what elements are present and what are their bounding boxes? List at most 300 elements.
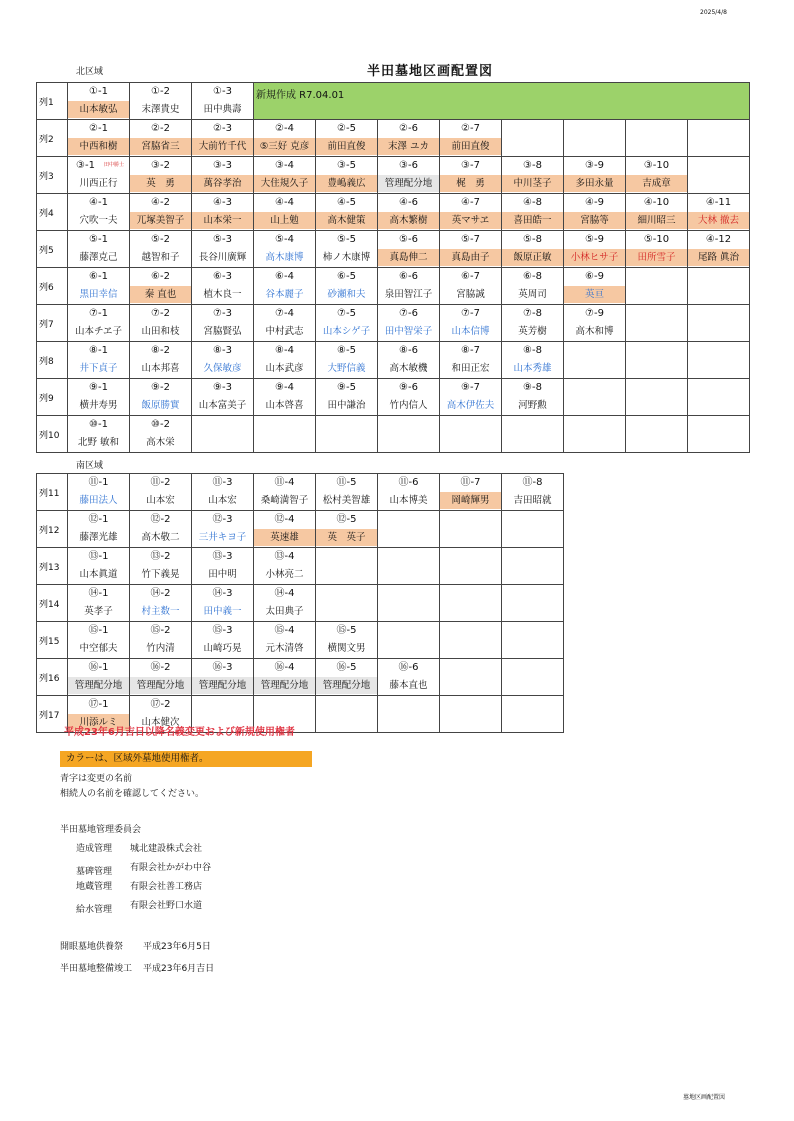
row-label: 列5 [37, 231, 68, 268]
plot-holder-name: 高木敬二 [141, 532, 180, 543]
plot-cell [130, 379, 192, 416]
plot-cell [378, 379, 440, 416]
plot-cell [316, 231, 378, 268]
plot-number: ③-6 [399, 160, 418, 171]
plot-holder-name: 河野勲 [518, 400, 547, 411]
plot-number: ⑪-2 [150, 477, 171, 488]
plot-number: ⑧-7 [461, 345, 480, 356]
plot-number: ⑯-4 [274, 662, 295, 673]
row-label: 列15 [37, 622, 68, 659]
plot-row [37, 120, 750, 157]
plot-cell [68, 231, 130, 268]
plot-number: ④-9 [585, 197, 604, 208]
plot-row [37, 342, 750, 379]
plot-number: ⑤-5 [337, 234, 356, 245]
plot-row [37, 511, 564, 548]
plot-number: ⑨-6 [399, 382, 418, 393]
new-entry-banner: 新規作成 R7.04.01 [256, 90, 345, 101]
north-area-label: 北区域 [76, 67, 104, 77]
plot-cell [440, 342, 502, 379]
plot-holder-name: 宮脇省三 [130, 138, 191, 155]
plot-number: ⑪-3 [212, 477, 233, 488]
plot-number: ⑦-8 [523, 308, 542, 319]
plot-number: ⑤-8 [523, 234, 542, 245]
south-plot-grid [36, 473, 564, 733]
plot-holder-name: 山本宏 [146, 495, 175, 506]
footer-label: 墓地区画配置図 [683, 1094, 726, 1101]
plot-cell [502, 342, 564, 379]
plot-holder-name: 梶 勇 [440, 175, 501, 192]
plot-cell [68, 474, 130, 511]
plot-number: ⑥-3 [213, 271, 232, 282]
plot-cell [626, 342, 688, 379]
plot-row [37, 305, 750, 342]
plot-number: ⑪-5 [336, 477, 357, 488]
plot-holder-name: 英 勇 [130, 175, 191, 192]
plot-number: ①-3 [213, 86, 232, 97]
contractor-role: 墓碑管理 [76, 867, 113, 877]
plot-cell [688, 194, 750, 231]
plot-holder-name: 管理配分地 [316, 677, 377, 694]
plot-holder-name: 泉田智江子 [384, 289, 433, 300]
plot-holder-name: 三井キヨ子 [198, 532, 247, 543]
plot-holder-name: 大野信義 [327, 363, 366, 374]
plot-cell [192, 305, 254, 342]
plot-cell [316, 342, 378, 379]
plot-holder-name: 末澤 ユカ [378, 138, 439, 155]
legend-orange: カラーは、区域外墓地使用権者。 [60, 751, 312, 767]
plot-number: ⑪-6 [398, 477, 419, 488]
plot-cell [688, 268, 750, 305]
plot-number: ④-4 [275, 197, 294, 208]
plot-holder-name: 山本啓喜 [265, 400, 304, 411]
plot-cell [192, 83, 254, 120]
plot-holder-name: 管理配分地 [192, 677, 253, 694]
plot-holder-name: 竹下義晃 [141, 569, 180, 580]
plot-cell [378, 231, 440, 268]
contractor-row [76, 879, 316, 898]
plot-number: ⑪-7 [460, 477, 481, 488]
plot-cell [378, 548, 440, 585]
plot-cell [626, 268, 688, 305]
plot-number: ⑤-4 [275, 234, 294, 245]
plot-cell [378, 305, 440, 342]
contractor-role: 給水管理 [76, 905, 113, 915]
plot-cell [130, 194, 192, 231]
plot-number: ③-9 [585, 160, 604, 171]
plot-holder-name: 高木健策 [316, 212, 377, 229]
plot-number: ⑤-6 [399, 234, 418, 245]
plot-cell [378, 585, 440, 622]
plot-holder-name: 英速雄 [254, 529, 315, 546]
plot-row [37, 83, 750, 120]
plot-row [37, 194, 750, 231]
plot-cell [130, 231, 192, 268]
plot-number: ④-6 [399, 197, 418, 208]
plot-cell [130, 342, 192, 379]
plot-holder-name: 山本宏 [208, 495, 237, 506]
plot-number: ⑥-4 [275, 271, 294, 282]
plot-cell [130, 659, 192, 696]
plot-cell [254, 268, 316, 305]
plot-cell [440, 231, 502, 268]
plot-number: ⑨-4 [275, 382, 294, 393]
plot-cell [378, 194, 440, 231]
plot-number: ⑦-6 [399, 308, 418, 319]
plot-number: ⑨-7 [461, 382, 480, 393]
row-label: 列13 [37, 548, 68, 585]
plot-holder-name: 兀塚美智子 [130, 212, 191, 229]
plot-number: ④-1 [89, 197, 108, 208]
plot-cell [502, 474, 564, 511]
plot-number: ⑪-1 [88, 477, 109, 488]
plot-holder-name: 田中義一 [203, 606, 242, 617]
plot-cell [378, 511, 440, 548]
contractor-company: 有限会社野口水道 [130, 901, 203, 911]
plot-holder-name: 岡崎輝男 [440, 492, 501, 509]
plot-number: ②-6 [399, 123, 418, 134]
plot-number: ⑥-2 [151, 271, 170, 282]
plot-cell [254, 585, 316, 622]
plot-holder-name: 英 英子 [316, 529, 377, 546]
plot-holder-name: 川西正行 [79, 178, 118, 189]
plot-number: ⑥-5 [337, 271, 356, 282]
plot-number: ⑮-3 [212, 625, 233, 636]
plot-holder-name: 田中智栄子 [384, 326, 433, 337]
plot-cell [502, 268, 564, 305]
plot-cell [68, 548, 130, 585]
plot-holder-name: 英芳樹 [518, 326, 547, 337]
contractor-row [76, 860, 316, 879]
plot-number: ⑮-2 [150, 625, 171, 636]
plot-number: ②-3 [213, 123, 232, 134]
plot-number: ④-5 [337, 197, 356, 208]
plot-cell [254, 659, 316, 696]
plot-number: ⑥-9 [585, 271, 604, 282]
plot-cell [626, 231, 688, 268]
plot-cell [316, 268, 378, 305]
plot-cell [68, 416, 130, 453]
plot-cell [688, 157, 750, 194]
plot-cell [130, 120, 192, 157]
plot-cell [68, 194, 130, 231]
plot-holder-name: 村主数一 [141, 606, 180, 617]
plot-number: ④-2 [151, 197, 170, 208]
plot-cell [130, 268, 192, 305]
plot-cell [130, 585, 192, 622]
plot-cell [254, 548, 316, 585]
plot-holder-name: 山本邦喜 [141, 363, 180, 374]
plot-holder-name: 大前竹千代 [192, 138, 253, 155]
plot-cell [502, 622, 564, 659]
contractor-role: 地蔵管理 [76, 882, 113, 892]
row-label: 列2 [37, 120, 68, 157]
plot-number: ⑧-1 [89, 345, 108, 356]
plot-holder-name: ⑤三好 克彦 [254, 138, 315, 155]
plot-cell [192, 342, 254, 379]
plot-holder-name: 藤田法人 [79, 495, 118, 506]
plot-number: ③-1 [76, 160, 95, 171]
north-plot-grid [36, 82, 750, 453]
plot-cell [130, 83, 192, 120]
plot-holder-name: 高木伊佐夫 [446, 400, 495, 411]
plot-holder-name: 尾路 眞治 [688, 249, 749, 266]
plot-cell [68, 157, 130, 194]
plot-number: ⑦-2 [151, 308, 170, 319]
plot-number: ⑧-3 [213, 345, 232, 356]
plot-cell [130, 511, 192, 548]
plot-holder-name: 飯原正敏 [502, 249, 563, 266]
plot-holder-name: 田中典壽 [203, 104, 242, 115]
plot-cell [440, 659, 502, 696]
row-label: 列4 [37, 194, 68, 231]
plot-number: ⑧-4 [275, 345, 294, 356]
plot-number: ①-2 [151, 86, 170, 97]
plot-cell [440, 696, 502, 733]
committee-title: 半田墓地管理委員会 [60, 825, 142, 835]
plot-number: ④-3 [213, 197, 232, 208]
plot-holder-name: 黒田幸信 [79, 289, 118, 300]
plot-cell [316, 511, 378, 548]
plot-holder-name: 高木和博 [575, 326, 614, 337]
plot-cell [564, 268, 626, 305]
plot-row [37, 268, 750, 305]
plot-number: ⑥-8 [523, 271, 542, 282]
plot-cell [502, 585, 564, 622]
plot-cell [316, 120, 378, 157]
plot-cell [192, 379, 254, 416]
plot-number: ⑮-5 [336, 625, 357, 636]
contractor-row [76, 898, 316, 917]
plot-number: ③-2 [151, 160, 170, 171]
plot-holder-name: 萬谷孝治 [192, 175, 253, 192]
plot-number: ④-8 [523, 197, 542, 208]
plot-cell [564, 416, 626, 453]
plot-cell [378, 622, 440, 659]
plot-cell [440, 379, 502, 416]
plot-holder-name: 吉田昭就 [513, 495, 552, 506]
plot-number: ⑩-1 [89, 419, 108, 430]
plot-number: ⑪-8 [522, 477, 543, 488]
plot-cell [316, 416, 378, 453]
plot-holder-name: 山本博美 [389, 495, 428, 506]
plot-holder-name: 末澤貴史 [141, 104, 180, 115]
date-stamp: 2025/4/8 [700, 9, 727, 16]
plot-number: ⑧-5 [337, 345, 356, 356]
plot-number: ⑯-1 [88, 662, 109, 673]
plot-cell [502, 379, 564, 416]
plot-cell [626, 305, 688, 342]
plot-holder-name: 真島由子 [440, 249, 501, 266]
completion-label: 半田墓地整備竣工 [60, 964, 133, 974]
plot-number: ③-5 [337, 160, 356, 171]
row-label: 列7 [37, 305, 68, 342]
plot-holder-name: 田中謙治 [327, 400, 366, 411]
plot-holder-name: 高木敏機 [389, 363, 428, 374]
plot-cell [316, 194, 378, 231]
contractor-role: 造成管理 [76, 844, 113, 854]
plot-holder-name: 藤本直也 [389, 680, 428, 691]
plot-holder-name: 山本秀雄 [513, 363, 552, 374]
plot-number: ⑤-7 [461, 234, 480, 245]
plot-cell [68, 268, 130, 305]
plot-cell [564, 305, 626, 342]
plot-cell [192, 622, 254, 659]
plot-cell [316, 157, 378, 194]
plot-cell [564, 379, 626, 416]
plot-holder-name: 宮脇等 [564, 212, 625, 229]
plot-holder-name: 大林 撤去 [688, 212, 749, 229]
row-label: 列1 [37, 83, 68, 120]
contractor-row [76, 841, 316, 860]
plot-cell [626, 120, 688, 157]
plot-number: ⑨-3 [213, 382, 232, 393]
plot-cell [564, 120, 626, 157]
plot-holder-name: 山本富美子 [198, 400, 247, 411]
plot-cell [192, 548, 254, 585]
plot-holder-name: 中西和樹 [68, 138, 129, 155]
plot-cell [68, 585, 130, 622]
plot-cell [68, 622, 130, 659]
plot-number: ⑫-2 [150, 514, 171, 525]
plot-holder-name: 宮脇誠 [456, 289, 485, 300]
row-label: 列10 [37, 416, 68, 453]
plot-cell [378, 696, 440, 733]
plot-cell [254, 474, 316, 511]
row-label: 列17 [37, 696, 68, 733]
plot-holder-name: 中川茎子 [502, 175, 563, 192]
plot-cell [316, 622, 378, 659]
plot-cell [502, 659, 564, 696]
plot-number: ①-1 [89, 86, 108, 97]
plot-cell [502, 511, 564, 548]
plot-number: ⑥-1 [89, 271, 108, 282]
plot-cell [192, 474, 254, 511]
south-area-label: 南区域 [76, 461, 104, 471]
plot-cell [192, 120, 254, 157]
plot-holder-name: 中空郁夫 [79, 643, 118, 654]
plot-cell [626, 157, 688, 194]
plot-number: ⑤-9 [585, 234, 604, 245]
plot-number: ②-1 [89, 123, 108, 134]
plot-number: ⑨-5 [337, 382, 356, 393]
plot-holder-name: 横関文男 [327, 643, 366, 654]
plot-cell [192, 511, 254, 548]
plot-cell [68, 511, 130, 548]
plot-number: ③-10 [643, 160, 670, 171]
plot-number: ⑤-2 [151, 234, 170, 245]
plot-row [37, 231, 750, 268]
plot-cell [68, 659, 130, 696]
plot-holder-name: 井下貞子 [79, 363, 118, 374]
plot-holder-name: 山本チヱ子 [74, 326, 123, 337]
plot-cell [440, 474, 502, 511]
plot-cell [130, 622, 192, 659]
plot-holder-name: 山本シゲ子 [322, 326, 371, 337]
ceremony-date: 平成23年6月5日 [143, 942, 211, 952]
plot-cell [378, 474, 440, 511]
plot-cell [192, 231, 254, 268]
plot-number: ⑪-4 [274, 477, 295, 488]
plot-cell [502, 231, 564, 268]
plot-cell [68, 379, 130, 416]
note-heir: 相続人の名前を確認してください。 [60, 789, 205, 799]
plot-number: ⑨-8 [523, 382, 542, 393]
plot-number: ⑦-7 [461, 308, 480, 319]
plot-row [37, 157, 750, 194]
plot-cell [440, 511, 502, 548]
plot-holder-name: 真島伸二 [378, 249, 439, 266]
plot-holder-name: 多田永量 [564, 175, 625, 192]
plot-number: ⑨-2 [151, 382, 170, 393]
plot-holder-name: 植木良一 [203, 289, 242, 300]
plot-number: ⑦-1 [89, 308, 108, 319]
plot-cell [378, 157, 440, 194]
plot-holder-name: 谷本麗子 [265, 289, 304, 300]
plot-cell [254, 120, 316, 157]
plot-holder-name: 山上勉 [254, 212, 315, 229]
plot-holder-name: 管理配分地 [378, 175, 439, 192]
plot-holder-name: 英周司 [518, 289, 547, 300]
plot-cell [688, 120, 750, 157]
plot-cell [254, 194, 316, 231]
plot-cell [564, 157, 626, 194]
plot-holder-name: 山本眞道 [79, 569, 118, 580]
plot-cell [68, 120, 130, 157]
plot-cell [440, 194, 502, 231]
plot-number: ⑭-3 [212, 588, 233, 599]
plot-holder-name: 高木栄 [146, 437, 175, 448]
plot-number: ④-10 [643, 197, 670, 208]
plot-holder-name: 高木繁樹 [378, 212, 439, 229]
plot-holder-name: 砂瀬和夫 [327, 289, 366, 300]
plot-number: ⑭-4 [274, 588, 295, 599]
plot-number: ⑬-4 [274, 551, 295, 562]
plot-number: ⑫-4 [274, 514, 295, 525]
plot-number: ⑭-2 [150, 588, 171, 599]
plot-holder-name: 柿ノ木康博 [322, 252, 371, 263]
row-label: 列6 [37, 268, 68, 305]
plot-holder-name: 藤澤光雄 [79, 532, 118, 543]
plot-cell [440, 416, 502, 453]
plot-holder-name: 細川昭三 [626, 212, 687, 229]
plot-row [37, 622, 564, 659]
plot-number: ⑫-5 [336, 514, 357, 525]
plot-holder-name: 管理配分地 [68, 677, 129, 694]
row-label: 列16 [37, 659, 68, 696]
plot-cell [316, 659, 378, 696]
plot-holder-name: 喜田皓一 [502, 212, 563, 229]
plot-number: ②-2 [151, 123, 170, 134]
plot-holder-name: 小林ヒサ子 [564, 249, 625, 266]
plot-cell [192, 194, 254, 231]
plot-holder-name: 和田正宏 [451, 363, 490, 374]
plot-cell [316, 305, 378, 342]
plot-number: ⑥-7 [461, 271, 480, 282]
plot-holder-name: 英マサヱ [440, 212, 501, 229]
plot-number: ④-11 [705, 197, 732, 208]
plot-holder-name: 久保敏彦 [203, 363, 242, 374]
plot-cell [316, 379, 378, 416]
plot-holder-name: 山本栄一 [192, 212, 253, 229]
plot-number: ③-4 [275, 160, 294, 171]
plot-number: ④-7 [461, 197, 480, 208]
plot-holder-name: 元木清啓 [265, 643, 304, 654]
plot-cell [192, 585, 254, 622]
plot-number: ⑤-10 [643, 234, 670, 245]
plot-holder-name: 山本敏弘 [68, 101, 129, 118]
plot-holder-name: 管理配分地 [130, 677, 191, 694]
